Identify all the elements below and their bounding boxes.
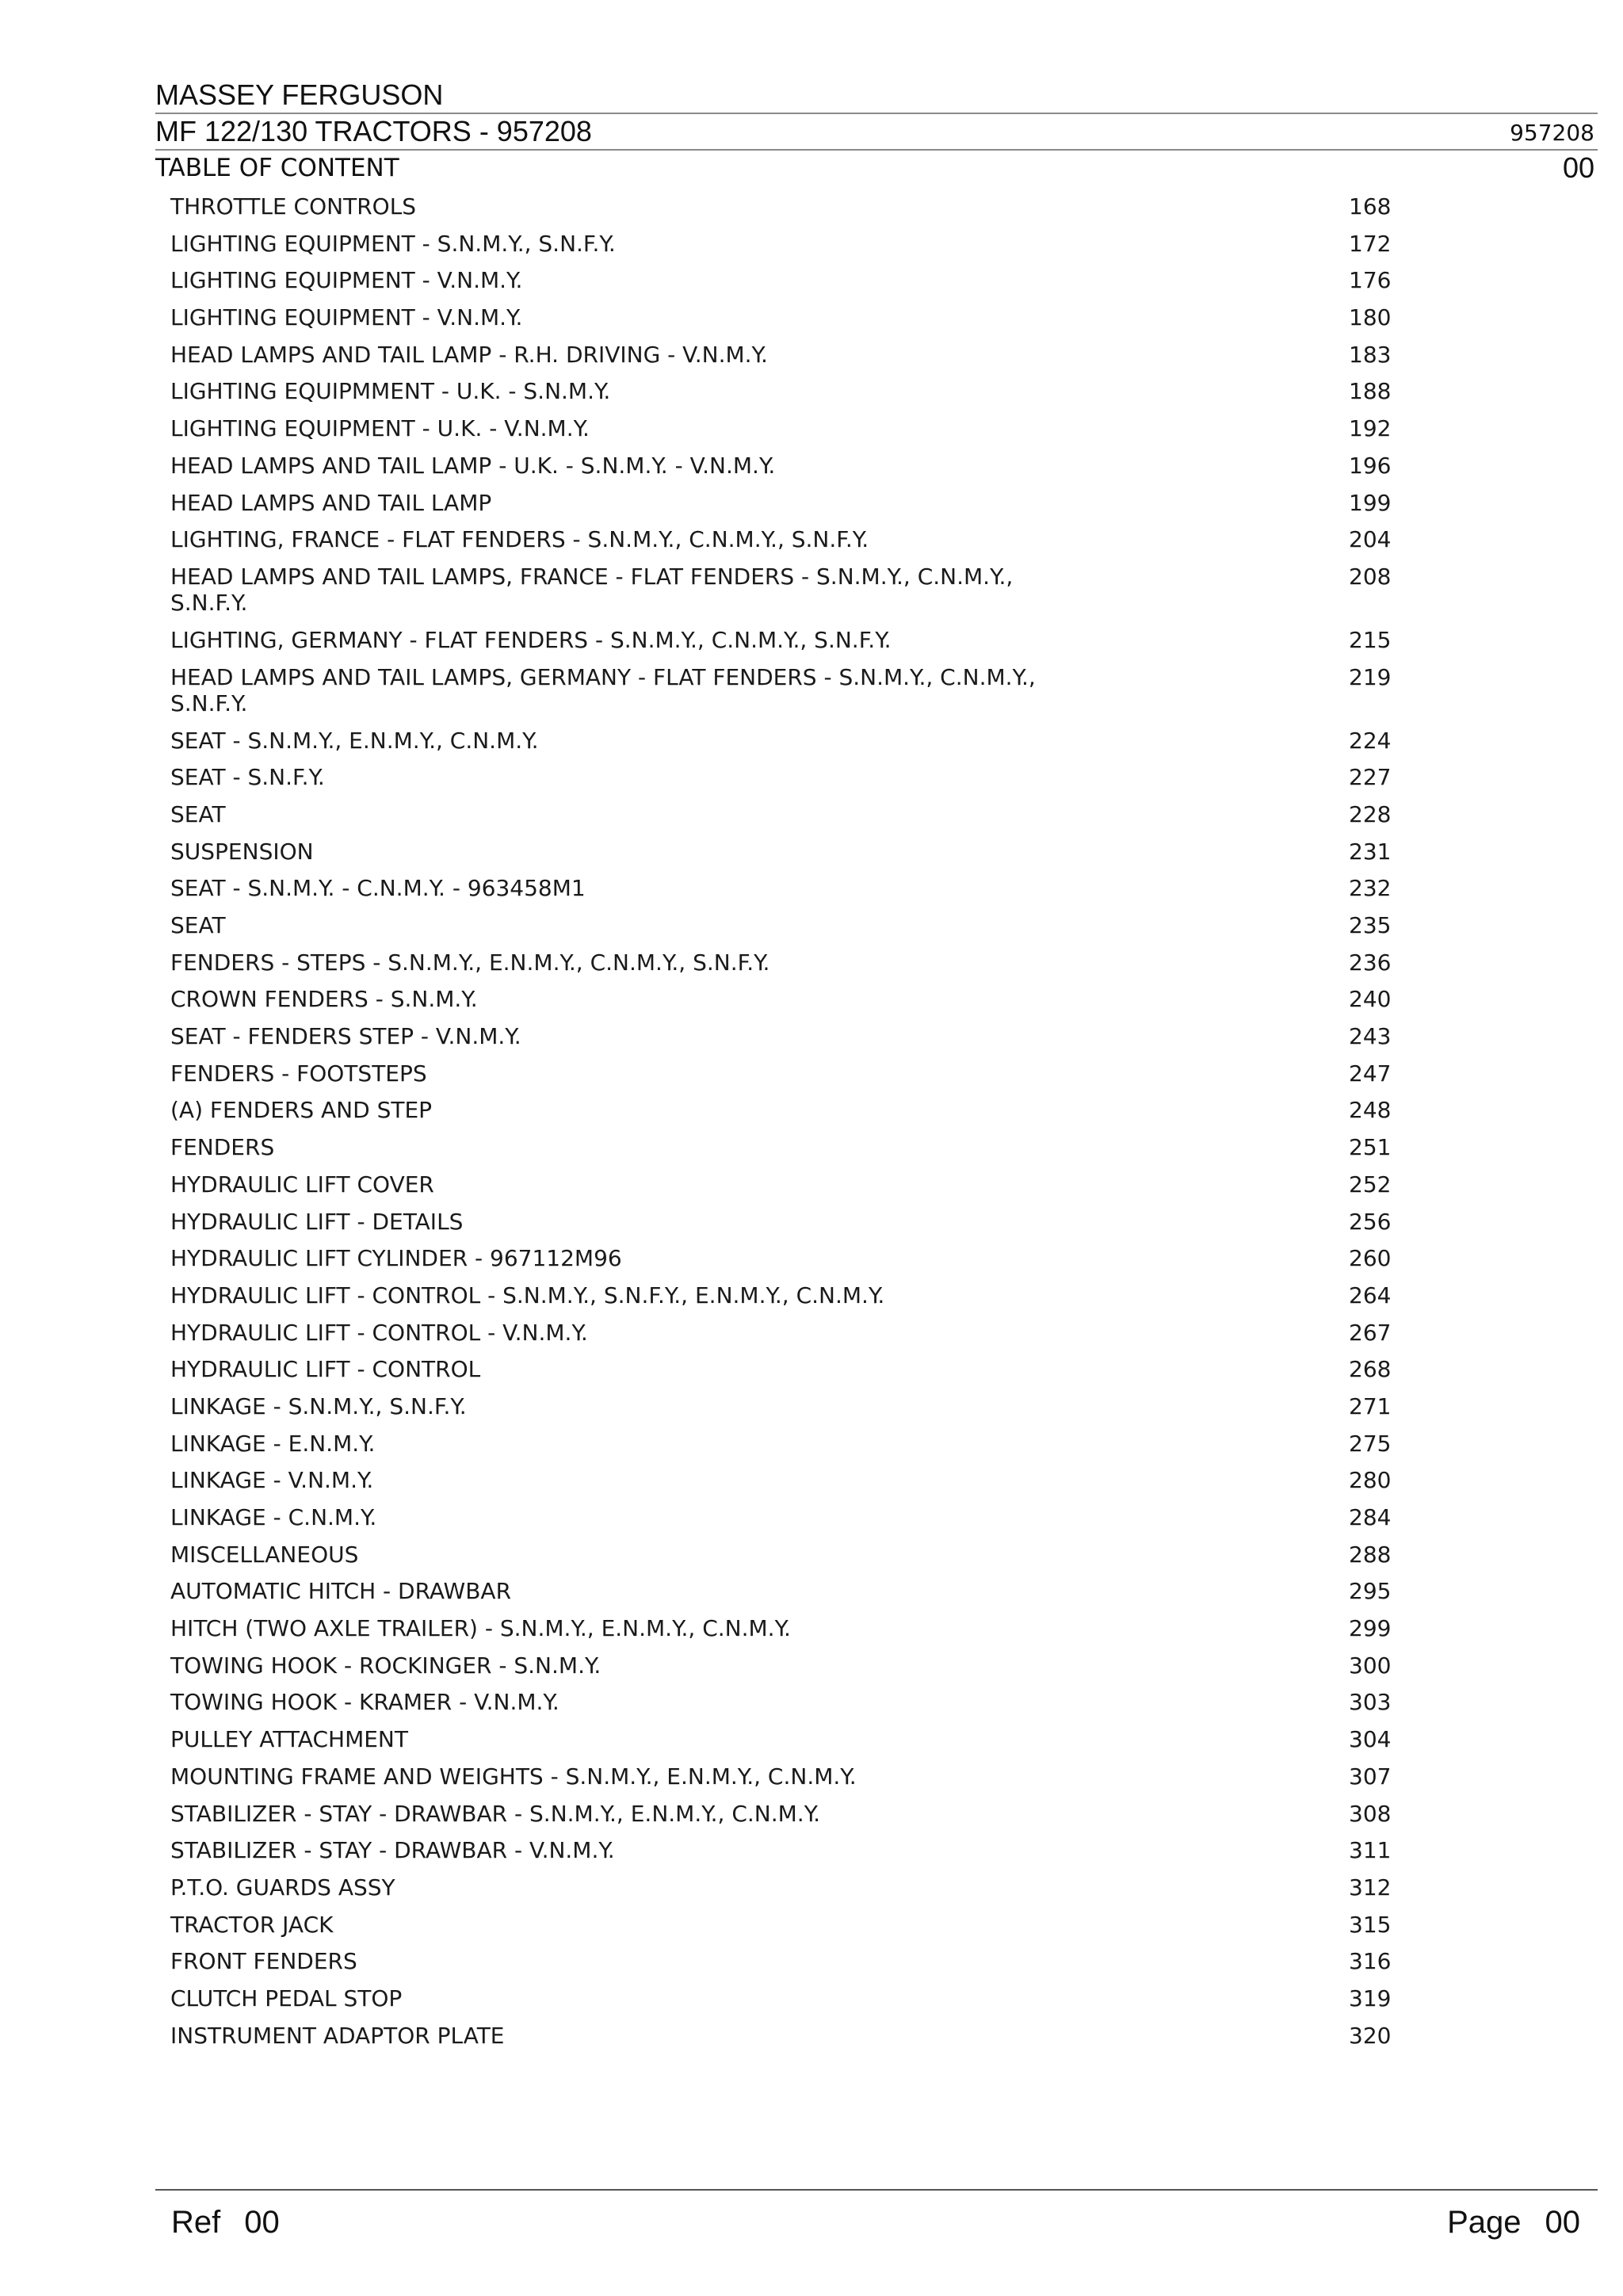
toc-entry[interactable] xyxy=(170,415,1407,452)
toc-entry-title-text: HYDRAULIC LIFT COVER xyxy=(170,1171,434,1198)
toc-entry-title-text: LINKAGE - V.N.M.Y. xyxy=(170,1467,374,1494)
toc-entry-title xyxy=(170,626,1153,663)
toc-entry-page-number: 288 xyxy=(1349,1541,1392,1568)
toc-entry-page-number: 228 xyxy=(1349,800,1392,827)
toc-entry[interactable] xyxy=(170,304,1407,341)
toc-entry-page-number: 299 xyxy=(1349,1615,1392,1642)
toc-entry-page-number: 172 xyxy=(1349,230,1392,257)
toc-entry-title-text: FRONT FENDERS xyxy=(170,1948,357,1975)
toc-entry-title xyxy=(170,1355,1153,1392)
toc-entry-page-number: 316 xyxy=(1349,1948,1392,1975)
footer-page-value: 00 xyxy=(1545,2205,1580,2240)
toc-entry-title xyxy=(170,1096,1153,1133)
toc-entry-page-number: 188 xyxy=(1349,378,1392,405)
toc-entry[interactable] xyxy=(170,1614,1407,1652)
toc-entry[interactable] xyxy=(170,2022,1407,2059)
toc-entry[interactable] xyxy=(170,663,1407,727)
toc-entry[interactable] xyxy=(170,626,1407,663)
toc-entry-title xyxy=(170,985,1153,1022)
toc-entry-page-number: 232 xyxy=(1349,875,1392,902)
model-title: MF 122/130 TRACTORS - 957208 xyxy=(155,115,592,147)
toc-entry-title xyxy=(170,1652,1153,1689)
toc-entry-title-text: AUTOMATIC HITCH - DRAWBAR xyxy=(170,1578,512,1605)
toc-entry[interactable] xyxy=(170,949,1407,986)
toc-entry-title-text: LIGHTING EQUIPMENT - V.N.M.Y. xyxy=(170,267,523,294)
page-header xyxy=(155,78,1598,185)
toc-entry-page-number: 300 xyxy=(1349,1652,1392,1679)
toc-entry-title-text: SUSPENSION xyxy=(170,838,314,865)
toc-entry-title-text: TOWING HOOK - KRAMER - V.N.M.Y. xyxy=(170,1689,559,1716)
toc-entry-page-number: 311 xyxy=(1349,1837,1392,1864)
toc-entry[interactable] xyxy=(170,727,1407,764)
toc-entry-title xyxy=(170,230,1153,267)
toc-entry-page-number: 219 xyxy=(1349,663,1392,690)
toc-entry-title-text: SEAT xyxy=(170,800,226,827)
toc-entry-title-text: HITCH (TWO AXLE TRAILER) - S.N.M.Y., E.N.M.Y., C.N.M.Y. xyxy=(170,1615,791,1642)
toc-entry[interactable] xyxy=(170,1725,1407,1763)
toc-entry-title-text: TOWING HOOK - ROCKINGER - S.N.M.Y. xyxy=(170,1652,601,1679)
toc-entry-title-text: CLUTCH PEDAL STOP xyxy=(170,1985,403,2011)
toc-entry[interactable] xyxy=(170,1133,1407,1171)
toc-entry-page-number: 231 xyxy=(1349,838,1392,865)
toc-entry-title xyxy=(170,1874,1153,1911)
toc-entry[interactable] xyxy=(170,1836,1407,1874)
toc-entry-title xyxy=(170,1430,1153,1467)
toc-entry-page-number: 236 xyxy=(1349,949,1392,976)
toc-entry-title xyxy=(170,763,1153,800)
toc-entry-page-number: 196 xyxy=(1349,452,1392,479)
toc-entry-title xyxy=(170,1947,1153,1985)
toc-entry-title xyxy=(170,1577,1153,1614)
toc-entry[interactable] xyxy=(170,1355,1407,1392)
toc-entry-title-text: SEAT xyxy=(170,912,226,938)
toc-entry[interactable] xyxy=(170,1577,1407,1614)
toc-entry[interactable] xyxy=(170,1319,1407,1356)
toc-entry-page-number: 284 xyxy=(1349,1504,1392,1530)
toc-entry-page-number: 256 xyxy=(1349,1208,1392,1235)
toc-entry-title xyxy=(170,1171,1153,1208)
toc-entry-title xyxy=(170,1763,1153,1800)
toc-entry[interactable] xyxy=(170,377,1407,415)
toc-entry-title-text: PULLEY ATTACHMENT xyxy=(170,1726,408,1753)
toc-entry-title-text: HYDRAULIC LIFT - CONTROL - V.N.M.Y. xyxy=(170,1319,588,1346)
toc-entry[interactable] xyxy=(170,1060,1407,1097)
toc-entry-title-text: LIGHTING, GERMANY - FLAT FENDERS - S.N.M.Y., C.N.M.Y., S.N.F.Y. xyxy=(170,626,892,653)
toc-entry-page-number: 275 xyxy=(1349,1430,1392,1457)
toc-entry-page-number: 224 xyxy=(1349,727,1392,754)
toc-entry-title xyxy=(170,2022,1153,2059)
toc-entry[interactable] xyxy=(170,341,1407,378)
footer-ref xyxy=(171,2205,280,2241)
toc-entry-title xyxy=(170,874,1153,911)
toc-entry-title xyxy=(170,563,1153,626)
toc-entry[interactable] xyxy=(170,1208,1407,1245)
toc-entry[interactable] xyxy=(170,1022,1407,1060)
toc-entry[interactable] xyxy=(170,1688,1407,1725)
section-number: 00 xyxy=(1562,151,1594,184)
section-title: TABLE OF CONTENT xyxy=(155,154,399,182)
toc-entry[interactable] xyxy=(170,763,1407,800)
toc-entry-title xyxy=(170,1133,1153,1171)
toc-entry-title xyxy=(170,1208,1153,1245)
toc-entry-page-number: 319 xyxy=(1349,1985,1392,2011)
brand-name: MASSEY FERGUSON xyxy=(155,78,444,111)
toc-entry-title-text: MOUNTING FRAME AND WEIGHTS - S.N.M.Y., E.N.M.Y., C.N.M.Y. xyxy=(170,1763,857,1790)
toc-entry-page-number: 312 xyxy=(1349,1874,1392,1901)
toc-entry-title xyxy=(170,911,1153,949)
toc-entry[interactable] xyxy=(170,911,1407,949)
toc-entry[interactable] xyxy=(170,193,1407,230)
toc-entry[interactable] xyxy=(170,266,1407,304)
toc-entry-title xyxy=(170,1503,1153,1541)
toc-entry-title-text: FENDERS - STEPS - S.N.M.Y., E.N.M.Y., C.N.M.Y., S.N.F.Y. xyxy=(170,949,770,976)
toc-entry-title-text: HYDRAULIC LIFT - DETAILS xyxy=(170,1208,464,1235)
toc-entry-title xyxy=(170,1985,1153,2022)
toc-entry-page-number: 295 xyxy=(1349,1578,1392,1605)
model-line xyxy=(155,114,1598,151)
toc-entry-title xyxy=(170,1022,1153,1060)
toc-entry-page-number: 304 xyxy=(1349,1726,1392,1753)
toc-entry-title xyxy=(170,377,1153,415)
toc-entry-page-number: 268 xyxy=(1349,1356,1392,1383)
toc-entry-title-text: LIGHTING EQUIPMENT - U.K. - V.N.M.Y. xyxy=(170,415,590,442)
toc-entry-page-number: 176 xyxy=(1349,267,1392,294)
toc-entry-page-number: 235 xyxy=(1349,912,1392,938)
toc-entry-title xyxy=(170,1614,1153,1652)
toc-entry[interactable] xyxy=(170,1911,1407,1948)
toc-entry-title-text: FENDERS xyxy=(170,1134,275,1161)
toc-entry-page-number: 192 xyxy=(1349,415,1392,442)
toc-entry-title-text: STABILIZER - STAY - DRAWBAR - S.N.M.Y., E.N.M.Y., C.N.M.Y. xyxy=(170,1800,821,1827)
toc-entry-title-text: HYDRAULIC LIFT - CONTROL - S.N.M.Y., S.N.F.Y., E.N.M.Y., C.N.M.Y. xyxy=(170,1282,885,1308)
toc-entry-title xyxy=(170,727,1153,764)
toc-entry-title xyxy=(170,525,1153,563)
toc-entry[interactable] xyxy=(170,230,1407,267)
toc-entry-title-text: HYDRAULIC LIFT CYLINDER - 967112M96 xyxy=(170,1245,622,1272)
toc-entry[interactable] xyxy=(170,800,1407,838)
toc-entry-title-text: TRACTOR JACK xyxy=(170,1911,334,1938)
toc-entry-page-number: 260 xyxy=(1349,1245,1392,1272)
toc-entry-title-text: HEAD LAMPS AND TAIL LAMP - R.H. DRIVING - V.N.M.Y. xyxy=(170,341,768,368)
toc-entry-page-number: 248 xyxy=(1349,1097,1392,1124)
toc-entry-title-text: HEAD LAMPS AND TAIL LAMP - U.K. - S.N.M.Y. - V.N.M.Y. xyxy=(170,452,776,479)
toc-entry-title xyxy=(170,1244,1153,1282)
toc-entry-page-number: 308 xyxy=(1349,1800,1392,1827)
toc-entry-title-text: SEAT - S.N.M.Y., E.N.M.Y., C.N.M.Y. xyxy=(170,727,539,754)
toc-entry-title-text: SEAT - FENDERS STEP - V.N.M.Y. xyxy=(170,1023,521,1050)
toc-entry-title-text: HYDRAULIC LIFT - CONTROL xyxy=(170,1356,481,1383)
toc-entry-page-number: 247 xyxy=(1349,1060,1392,1087)
toc-entry[interactable] xyxy=(170,1763,1407,1800)
toc-entry[interactable] xyxy=(170,1503,1407,1541)
toc-entry-title-text: STABILIZER - STAY - DRAWBAR - V.N.M.Y. xyxy=(170,1837,615,1864)
toc-entry-title-text: LIGHTING EQUIPMENT - S.N.M.Y., S.N.F.Y. xyxy=(170,230,616,257)
toc-entry[interactable] xyxy=(170,1244,1407,1282)
toc-entry[interactable] xyxy=(170,452,1407,489)
toc-entry-page-number: 271 xyxy=(1349,1392,1392,1419)
toc-entry-title xyxy=(170,489,1153,526)
toc-entry[interactable] xyxy=(170,1541,1407,1578)
toc-entry-page-number: 183 xyxy=(1349,341,1392,368)
toc-entry-title xyxy=(170,1911,1153,1948)
toc-entry-title xyxy=(170,266,1153,304)
toc-entry-title xyxy=(170,663,1153,727)
toc-entry[interactable] xyxy=(170,1430,1407,1467)
toc-entry[interactable] xyxy=(170,525,1407,563)
toc-entry-page-number: 280 xyxy=(1349,1467,1392,1494)
toc-entry-title-text: P.T.O. GUARDS ASSY xyxy=(170,1874,395,1901)
toc-entry[interactable] xyxy=(170,838,1407,875)
toc-entry-title xyxy=(170,1282,1153,1319)
section-line xyxy=(155,151,1598,185)
toc-entry[interactable] xyxy=(170,1652,1407,1689)
toc-entry[interactable] xyxy=(170,489,1407,526)
toc-entry-title-text: THROTTLE CONTROLS xyxy=(170,193,417,220)
footer-page xyxy=(1447,2205,1580,2241)
toc-entry-title xyxy=(170,1060,1153,1097)
toc-entry-page-number: 227 xyxy=(1349,764,1392,791)
toc-entry-page-number: 168 xyxy=(1349,193,1392,220)
toc-entry-title xyxy=(170,1319,1153,1356)
toc-entry-title xyxy=(170,1392,1153,1430)
toc-entry-page-number: 267 xyxy=(1349,1319,1392,1346)
toc-entry-title-text: LINKAGE - C.N.M.Y. xyxy=(170,1504,377,1530)
toc-entry[interactable] xyxy=(170,1874,1407,1911)
toc-entry[interactable] xyxy=(170,1800,1407,1837)
toc-entry-title-text: HEAD LAMPS AND TAIL LAMP xyxy=(170,489,492,516)
toc-entry[interactable] xyxy=(170,1947,1407,1985)
toc-entry-title xyxy=(170,949,1153,986)
toc-entry-title xyxy=(170,452,1153,489)
footer-page-label: Page xyxy=(1447,2205,1522,2240)
toc-entry-title xyxy=(170,1836,1153,1874)
toc-entry[interactable] xyxy=(170,1466,1407,1503)
toc-entry[interactable] xyxy=(170,1096,1407,1133)
toc-entry-title-continuation: S.N.F.Y. xyxy=(170,690,248,716)
toc-entry-title-text: HEAD LAMPS AND TAIL LAMPS, FRANCE - FLAT FENDERS - S.N.M.Y., C.N.M.Y., xyxy=(170,563,1014,590)
toc-entry-title-text: SEAT - S.N.M.Y. - C.N.M.Y. - 963458M1 xyxy=(170,875,586,902)
toc-entry-title-text: LIGHTING EQUIPMMENT - U.K. - S.N.M.Y. xyxy=(170,378,611,405)
toc-entry-title-text: SEAT - S.N.F.Y. xyxy=(170,764,325,791)
toc-entry-page-number: 215 xyxy=(1349,626,1392,653)
toc-entry-title xyxy=(170,800,1153,838)
toc-entry-title xyxy=(170,193,1153,230)
toc-entry-title-text: INSTRUMENT ADAPTOR PLATE xyxy=(170,2022,505,2049)
footer-ref-value: 00 xyxy=(244,2205,280,2240)
toc-entry-title xyxy=(170,341,1153,378)
toc-entry-page-number: 208 xyxy=(1349,563,1392,590)
toc-entry-page-number: 251 xyxy=(1349,1134,1392,1161)
toc-entry[interactable] xyxy=(170,985,1407,1022)
toc-entry-title-text: LIGHTING, FRANCE - FLAT FENDERS - S.N.M.Y., C.N.M.Y., S.N.F.Y. xyxy=(170,526,869,553)
toc-entry-title-text: HEAD LAMPS AND TAIL LAMPS, GERMANY - FLAT FENDERS - S.N.M.Y., C.N.M.Y., xyxy=(170,663,1036,690)
brand-line xyxy=(155,78,1598,114)
toc-entry-title-text: MISCELLANEOUS xyxy=(170,1541,359,1568)
toc-entry-page-number: 315 xyxy=(1349,1911,1392,1938)
toc-entry-page-number: 204 xyxy=(1349,526,1392,553)
toc-entry[interactable] xyxy=(170,1171,1407,1208)
toc-entry-title-continuation: S.N.F.Y. xyxy=(170,589,248,616)
footer-ref-label: Ref xyxy=(171,2205,221,2240)
toc-entry-title xyxy=(170,1541,1153,1578)
toc-entry-page-number: 264 xyxy=(1349,1282,1392,1308)
toc-entry-title xyxy=(170,304,1153,341)
toc-entry-page-number: 252 xyxy=(1349,1171,1392,1198)
toc-entry[interactable] xyxy=(170,563,1407,626)
toc-entry-page-number: 320 xyxy=(1349,2022,1392,2049)
toc-entry-title xyxy=(170,1688,1153,1725)
model-code: 957208 xyxy=(1510,120,1594,146)
toc-entry-title-text: CROWN FENDERS - S.N.M.Y. xyxy=(170,986,478,1013)
toc-entry-page-number: 240 xyxy=(1349,986,1392,1013)
toc-entry-title-text: LINKAGE - S.N.M.Y., S.N.F.Y. xyxy=(170,1392,467,1419)
toc-entry-title xyxy=(170,1725,1153,1763)
toc-entry-page-number: 243 xyxy=(1349,1023,1392,1050)
toc-entry-title-text: LINKAGE - E.N.M.Y. xyxy=(170,1430,376,1457)
toc-entry-title-text: LIGHTING EQUIPMENT - V.N.M.Y. xyxy=(170,304,523,331)
toc-entry-page-number: 199 xyxy=(1349,489,1392,516)
toc-entry-title xyxy=(170,1800,1153,1837)
toc-entry-title xyxy=(170,415,1153,452)
toc-entry-title-text: FENDERS - FOOTSTEPS xyxy=(170,1060,427,1087)
toc-entry-title xyxy=(170,1466,1153,1503)
toc-entry[interactable] xyxy=(170,1985,1407,2022)
toc-entry-page-number: 303 xyxy=(1349,1689,1392,1716)
toc-entry[interactable] xyxy=(170,1282,1407,1319)
toc-entry-title xyxy=(170,838,1153,875)
toc-entry-title-text: (A) FENDERS AND STEP xyxy=(170,1097,433,1124)
table-of-contents xyxy=(170,193,1407,2058)
toc-entry-page-number: 180 xyxy=(1349,304,1392,331)
toc-entry[interactable] xyxy=(170,874,1407,911)
toc-entry-page-number: 307 xyxy=(1349,1763,1392,1790)
toc-entry[interactable] xyxy=(170,1392,1407,1430)
page-footer xyxy=(155,2189,1598,2246)
